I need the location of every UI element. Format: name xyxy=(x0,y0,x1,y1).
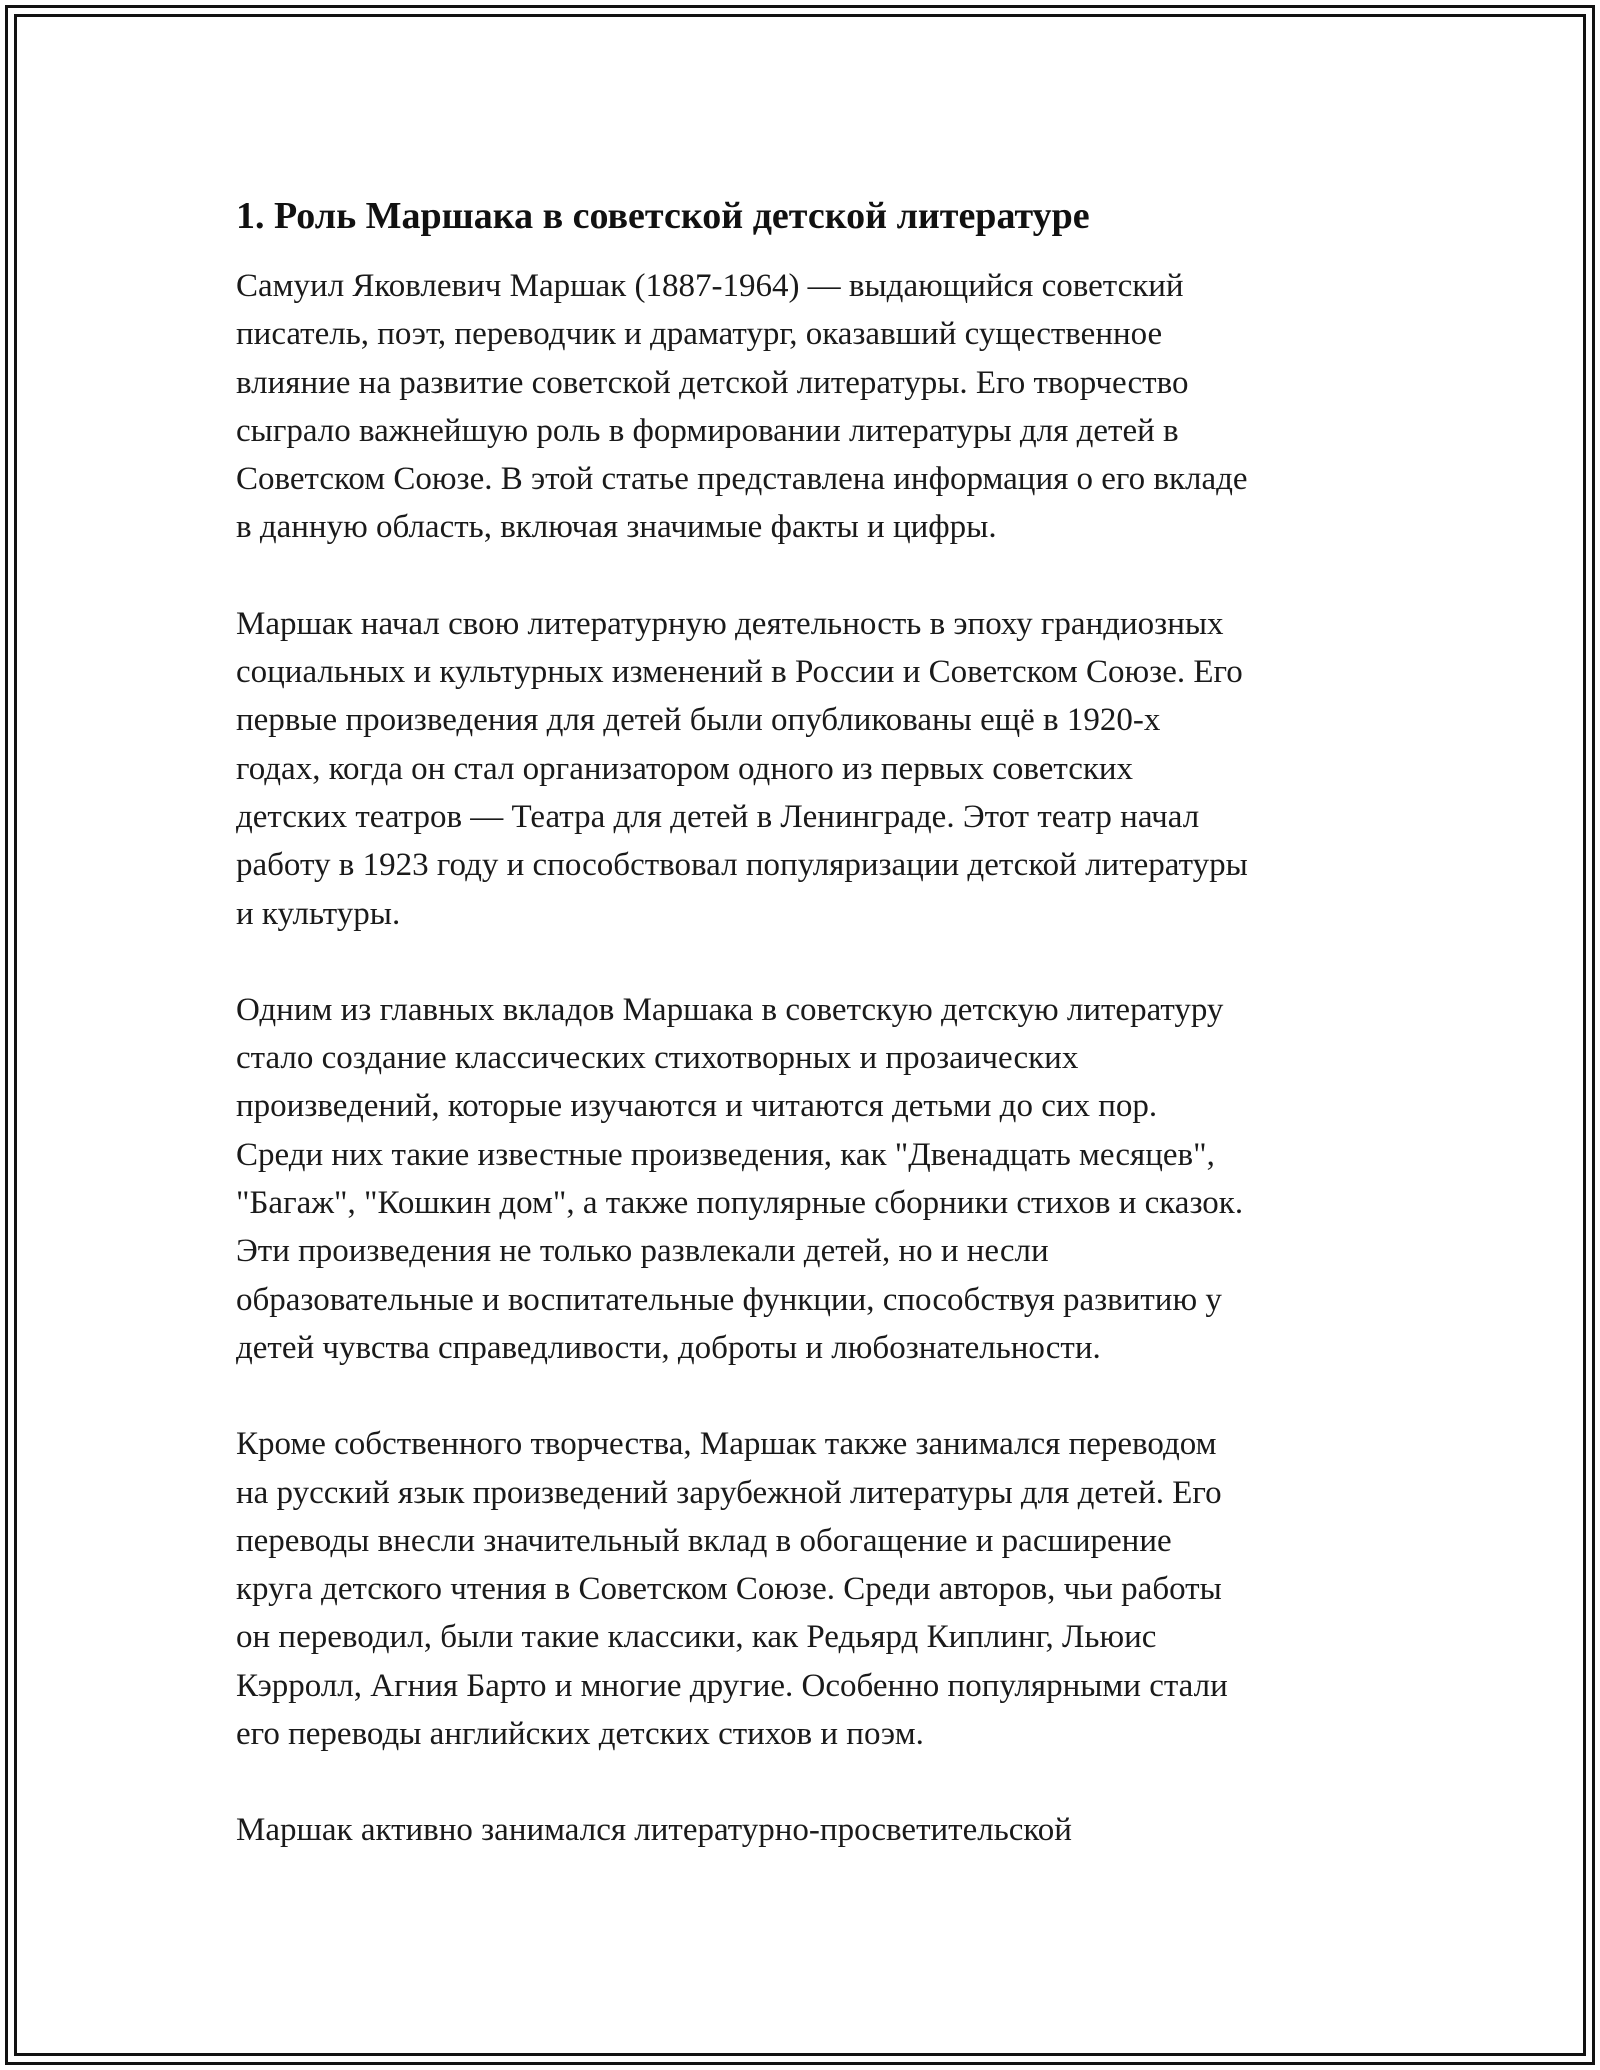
text-line: сыграло важнейшую роль в формировании литературы для детей в xyxy=(236,412,1179,449)
text-line: детей чувства справедливости, доброты и любознательности. xyxy=(236,1329,1101,1366)
text-line: Кэрролл, Агния Барто и многие другие. Особенно популярными стали xyxy=(236,1667,1228,1704)
text-line: работу в 1923 году и способствовал популяризации детской литературы xyxy=(236,847,1248,884)
text-line: первые произведения для детей были опубликованы ещё в 1920-х xyxy=(236,702,1161,739)
text-line: влияние на развитие советской детской литературы. Его творчество xyxy=(236,364,1189,401)
text-line: Самуил Яковлевич Маршак (1887-1964) — выдающийся советский xyxy=(236,268,1184,304)
text-line: Одним из главных вкладов Маршака в советскую детскую литературу xyxy=(236,991,1224,1028)
text-line: переводы внесли значительный вклад в обогащение и расширение xyxy=(236,1522,1172,1559)
text-line: Советском Союзе. В этой статье представлена информация о его вкладе xyxy=(236,461,1248,498)
text-line: и культуры. xyxy=(236,895,401,932)
section-heading: 1. Роль Маршака в советской детской литературе xyxy=(236,195,1090,237)
text-line: социальных и культурных изменений в России и Советском Союзе. Его xyxy=(236,654,1243,691)
text-line: образовательные и воспитательные функции, способствуя развитию у xyxy=(236,1281,1222,1318)
text-line: круга детского чтения в Советском Союзе. Среди авторов, чьи работы xyxy=(236,1571,1222,1608)
text-line: годах, когда он стал организатором одного из первых советских xyxy=(236,750,1134,787)
text-line: "Багаж", "Кошкин дом", а также популярные сборники стихов и сказок. xyxy=(236,1185,1244,1222)
text-line: стало создание классических стихотворных и прозаических xyxy=(236,1040,1079,1077)
paragraph-education xyxy=(236,1806,1366,1854)
document-body xyxy=(236,184,1366,1903)
text-line: Кроме собственного творчества, Маршак также занимался переводом xyxy=(236,1426,1217,1463)
text-line: на русский язык произведений зарубежной литературы для детей. Его xyxy=(236,1474,1222,1511)
text-line: Эти произведения не только развлекали детей, но и несли xyxy=(236,1233,1049,1270)
text-line: произведений, которые изучаются и читаются детьми до сих пор. xyxy=(236,1088,1158,1125)
text-line: писатель, поэт, переводчик и драматург, оказавший существенное xyxy=(236,316,1163,353)
paragraph-intro xyxy=(236,262,1366,552)
text-line: в данную область, включая значимые факты и цифры. xyxy=(236,509,997,546)
text-line: Среди них такие известные произведения, как "Двенадцать месяцев", xyxy=(236,1136,1215,1173)
text-line: он переводил, были такие классики, как Редьярд Киплинг, Льюис xyxy=(236,1619,1157,1656)
paragraph-classic-works xyxy=(236,986,1366,1372)
text-line: Маршак активно занимался литературно-просветительской xyxy=(236,1812,1072,1849)
paragraph-translations xyxy=(236,1420,1366,1758)
text-line: его переводы английских детских стихов и поэм. xyxy=(236,1716,924,1753)
text-line: детских театров — Театра для детей в Ленинграде. Этот театр начал xyxy=(236,798,1200,835)
paragraph-early-career xyxy=(236,600,1366,938)
text-line: Маршак начал свою литературную деятельность в эпоху грандиозных xyxy=(236,605,1224,642)
